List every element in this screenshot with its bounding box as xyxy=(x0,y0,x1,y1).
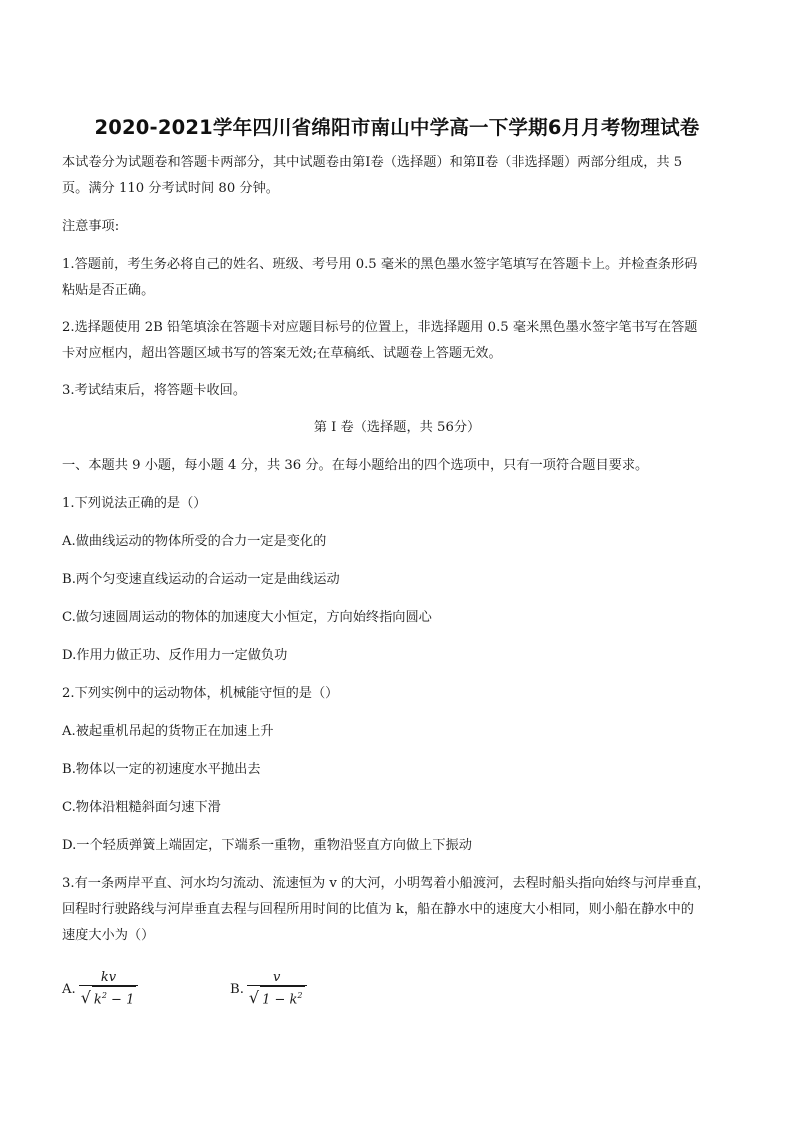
option-a-denominator xyxy=(79,985,139,1009)
option-a-label: A. xyxy=(62,982,76,998)
sqrt-icon: √ xyxy=(248,987,260,1007)
notice-2-line-1: 2.选择题使用 2B 铅笔填涂在答题卡对应题目标号的位置上，非选择题用 0.5 毫米黑色墨水签字笔书写在答题 xyxy=(62,320,698,335)
question-1-stem: 1.下列说法正确的是（） xyxy=(62,496,207,511)
option-a-numerator: kv xyxy=(100,970,117,985)
notice-2-line-2: 卡对应框内，超出答题区域书写的答案无效;在草稿纸、试题卷上答题无效。 xyxy=(62,346,502,361)
part-one-instructions: 一、本题共 9 小题，每小题 4 分，共 36 分。在每小题给出的四个选项中，只有一项符合题目要求。 xyxy=(62,458,649,473)
option-b-denominator xyxy=(247,985,307,1009)
question-1-option-b: B.两个匀变速直线运动的合运动一定是曲线运动 xyxy=(62,572,340,587)
question-1-option-d: D.作用力做正功、反作用力一定做负功 xyxy=(62,648,288,663)
notice-1-line-1: 1.答题前，考生务必将自己的姓名、班级、考号用 0.5 毫米的黑色墨水签字笔填写在答题卡上。并检查条形码 xyxy=(62,257,698,272)
question-2-stem: 2.下列实例中的运动物体，机械能守恒的是（） xyxy=(62,686,339,701)
question-3-option-b xyxy=(230,970,307,1009)
question-3-line-2: 回程时行驶路线与河岸垂直去程与回程所用时间的比值为 k，船在静水中的速度大小相同，则小船在静水中的 xyxy=(62,902,694,917)
option-b-fraction xyxy=(247,970,307,1009)
notice-1-line-2: 粘贴是否正确。 xyxy=(62,283,155,298)
question-1-option-a: A.做曲线运动的物体所受的合力一定是变化的 xyxy=(62,534,327,549)
option-a-radicand-rest: − 1 xyxy=(106,992,135,1008)
sqrt-icon: √ xyxy=(80,987,91,1007)
question-1-option-c: C.做匀速圆周运动的物体的加速度大小恒定，方向始终指向圆心 xyxy=(62,610,432,625)
option-a-fraction xyxy=(79,970,139,1009)
option-b-radicand: 1 − k xyxy=(262,992,298,1008)
question-2-option-d: D.一个轻质弹簧上端固定，下端系一重物，重物沿竖直方向做上下振动 xyxy=(62,838,472,853)
intro-line-1: 本试卷分为试题卷和答题卡两部分，其中试题卷由第Ⅰ卷（选择题）和第Ⅱ卷（非选择题）两部分组成，共 5 xyxy=(62,155,683,170)
section-title: 第 I 卷（选择题，共 56分） xyxy=(313,420,481,435)
option-b-exponent: 2 xyxy=(297,991,303,1000)
option-a-exponent: 2 xyxy=(101,991,107,1000)
option-b-numerator: v xyxy=(273,970,281,985)
question-3-line-1: 3.有一条两岸平直、河水均匀流动、流速恒为 v 的大河，小明驾着小船渡河，去程时船头指向始终与河岸垂直， xyxy=(62,876,711,891)
option-b-label: B. xyxy=(230,982,244,998)
notice-3: 3.考试结束后，将答题卡收回。 xyxy=(62,383,247,398)
notice-heading: 注意事项: xyxy=(62,219,120,234)
option-a-radicand-base: k xyxy=(93,992,102,1008)
question-2-option-a: A.被起重机吊起的货物正在加速上升 xyxy=(62,724,274,739)
question-2-option-c: C.物体沿粗糙斜面匀速下滑 xyxy=(62,800,221,815)
question-3-option-a xyxy=(62,970,138,1009)
intro-line-2: 页。满分 110 分考试时间 80 分钟。 xyxy=(62,181,279,196)
question-3-line-3: 速度大小为（） xyxy=(62,928,155,943)
question-2-option-b: B.物体以一定的初速度水平抛出去 xyxy=(62,762,261,777)
exam-title: 2020-2021学年四川省绵阳市南山中学高一下学期6月月考物理试卷 xyxy=(94,116,700,139)
